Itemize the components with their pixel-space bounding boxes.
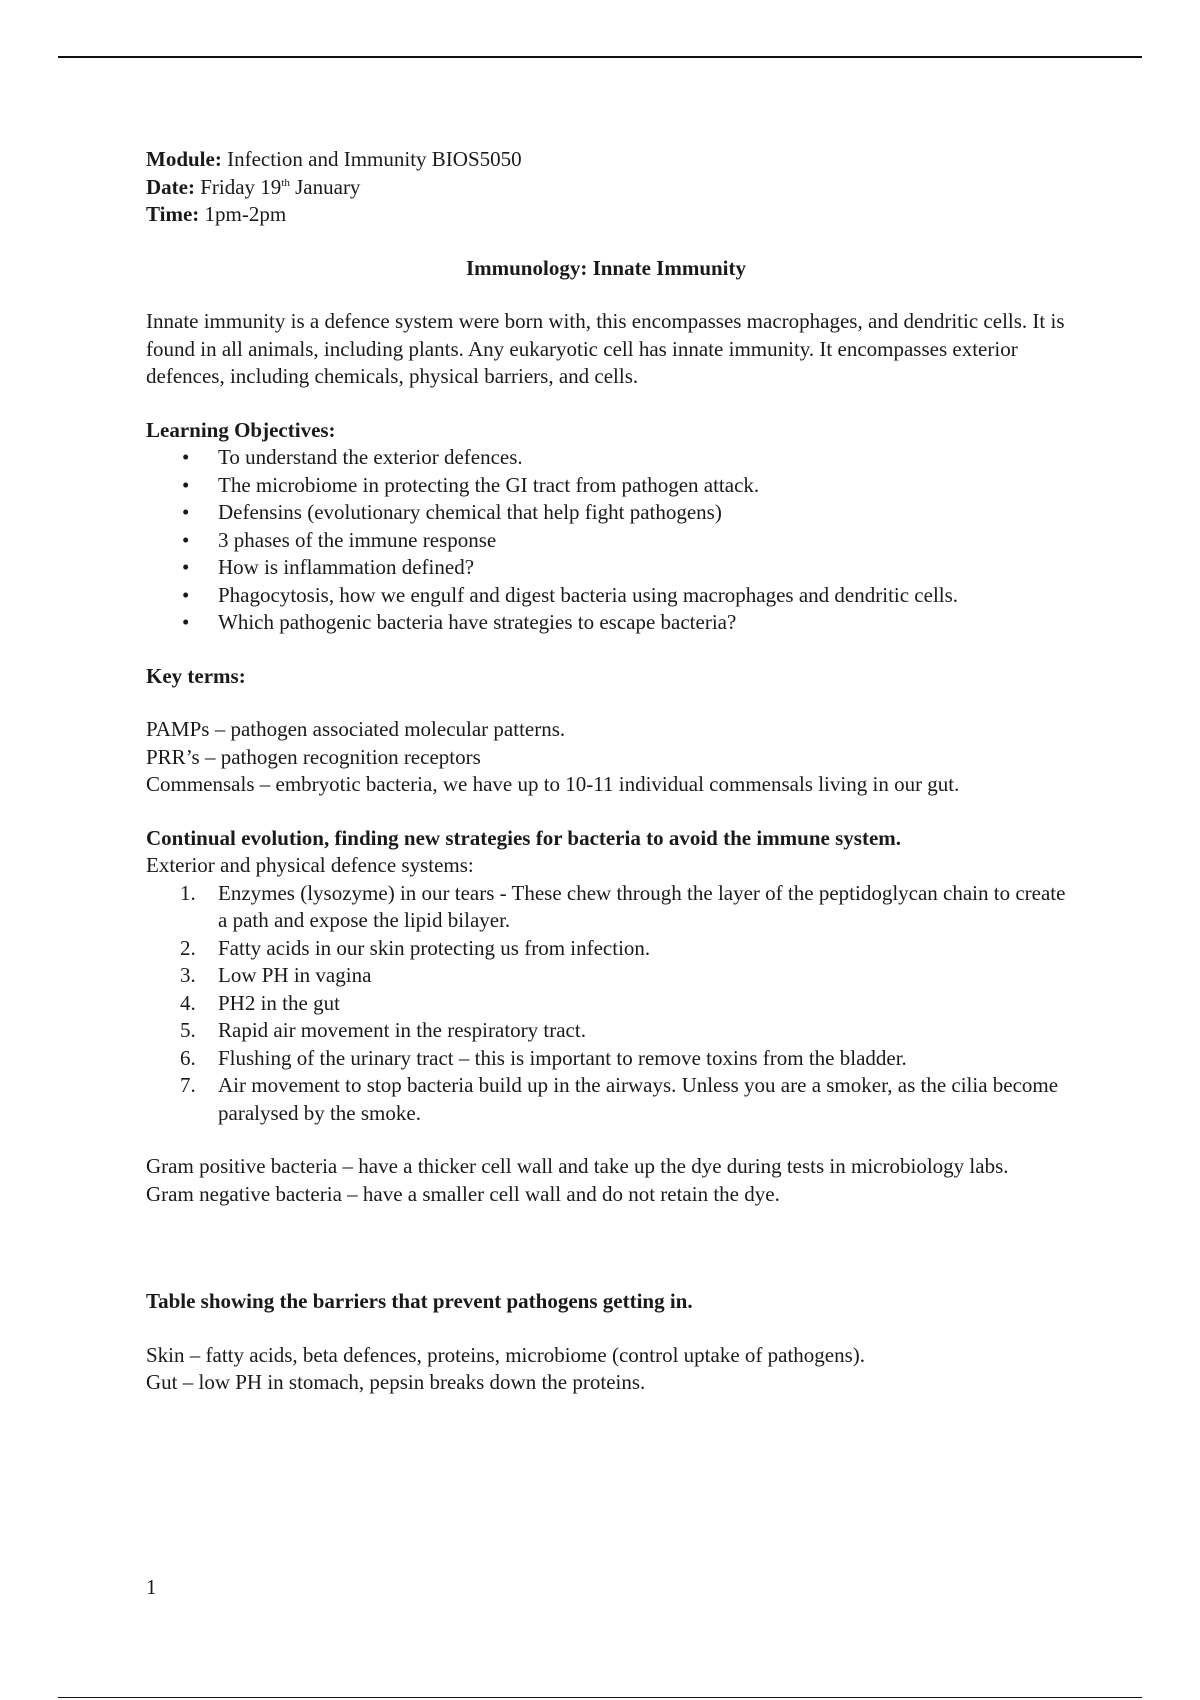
list-item: • Phagocytosis, how we engulf and digest bacteria using macrophages and dendritic cells. — [146, 582, 1066, 610]
list-item: • Defensins (evolutionary chemical that help fight pathogens) — [146, 499, 1066, 527]
list-item: • Which pathogenic bacteria have strategies to escape bacteria? — [146, 609, 1066, 637]
time-line — [146, 201, 1066, 229]
list-item — [146, 1072, 1066, 1127]
module-value: Infection and Immunity BIOS5050 — [227, 147, 522, 171]
key-terms-heading: Key terms: — [146, 663, 246, 688]
list-item: • 3 phases of the immune response — [146, 527, 1066, 555]
barriers-heading: Table showing the barriers that prevent pathogens getting in. — [146, 1289, 693, 1313]
list-item — [146, 962, 1066, 990]
page-number: 1 — [146, 1575, 157, 1599]
key-term: PAMPs – pathogen associated molecular patterns. — [146, 717, 566, 741]
list-text: PH2 in the gut — [218, 990, 340, 1015]
list-text: Rapid air movement in the respiratory tract. — [218, 1018, 586, 1042]
objectives-list — [146, 444, 1066, 637]
list-item — [146, 935, 1066, 963]
list-item: • To understand the exterior defences. — [146, 444, 1066, 472]
gram-positive: Gram positive bacteria – have a thicker cell wall and take up the dye during tests in microbiology labs. — [146, 1154, 1009, 1178]
key-term: Commensals – embryotic bacteria, we have up to 10-11 individual commensals living in our gut. — [146, 772, 960, 796]
date-pre: Friday 19 — [200, 174, 282, 199]
list-number: 1. — [180, 880, 196, 905]
list-number: 7. — [180, 1073, 196, 1097]
key-term: PRR’s – pathogen recognition receptors — [146, 744, 481, 769]
list-item: • The microbiome in protecting the GI tract from pathogen attack. — [146, 472, 1066, 500]
list-item — [146, 990, 1066, 1018]
list-number: 6. — [180, 1045, 196, 1070]
list-item — [146, 1045, 1066, 1073]
list-text: Flushing of the urinary tract – this is important to remove toxins from the bladder. — [218, 1045, 907, 1070]
list-number: 2. — [180, 935, 196, 960]
list-text: Enzymes (lysozyme) in our tears - These chew through the layer of the peptidoglycan chain to create a path and expose the lipid bilayer. — [218, 880, 1066, 932]
list-number: 5. — [180, 1018, 196, 1042]
barrier-skin: Skin – fatty acids, beta defences, proteins, microbiome (control uptake of pathogens). — [146, 1342, 866, 1367]
list-item: • How is inflammation defined? — [146, 554, 1066, 582]
date-label: Date: — [146, 174, 195, 199]
date-post: January — [295, 174, 361, 199]
footer-rule — [58, 1697, 1142, 1698]
list-number: 4. — [180, 990, 196, 1015]
time-label: Time: — [146, 202, 200, 226]
defence-list — [146, 880, 1066, 1128]
page-title: Immunology: Innate Immunity — [465, 255, 747, 280]
list-item — [146, 1017, 1066, 1045]
barrier-gut: Gut – low PH in stomach, pepsin breaks down the proteins. — [146, 1370, 646, 1394]
gram-negative: Gram negative bacteria – have a smaller cell wall and do not retain the dye. — [146, 1181, 780, 1206]
list-text: Fatty acids in our skin protecting us from infection. — [218, 935, 651, 960]
document-body — [146, 146, 1066, 1397]
date-sup: th — [281, 176, 290, 189]
intro-paragraph: Innate immunity is a defence system were born with, this encompasses macrophages, and dendritic cells. It is found in all animals, including plants. Any eukaryotic cell has innate immunity. It encompasses exterior defences, including chemicals, physical barriers, and cells. — [146, 309, 1065, 388]
evolution-subheading: Exterior and physical defence systems: — [146, 853, 474, 877]
list-item — [146, 880, 1066, 935]
module-line — [146, 146, 1066, 174]
list-number: 3. — [180, 963, 196, 987]
date-line — [146, 174, 1066, 202]
evolution-heading: Continual evolution, finding new strategies for bacteria to avoid the immune system. — [146, 825, 902, 850]
list-text: Low PH in vagina — [218, 963, 372, 987]
time-value: 1pm-2pm — [204, 202, 287, 226]
objectives-heading: Learning Objectives: — [146, 417, 336, 442]
header-rule — [58, 56, 1142, 58]
list-text: Air movement to stop bacteria build up in the airways. Unless you are a smoker, as the cilia become paralysed by the smoke. — [218, 1073, 1059, 1125]
module-label: Module: — [146, 147, 222, 171]
